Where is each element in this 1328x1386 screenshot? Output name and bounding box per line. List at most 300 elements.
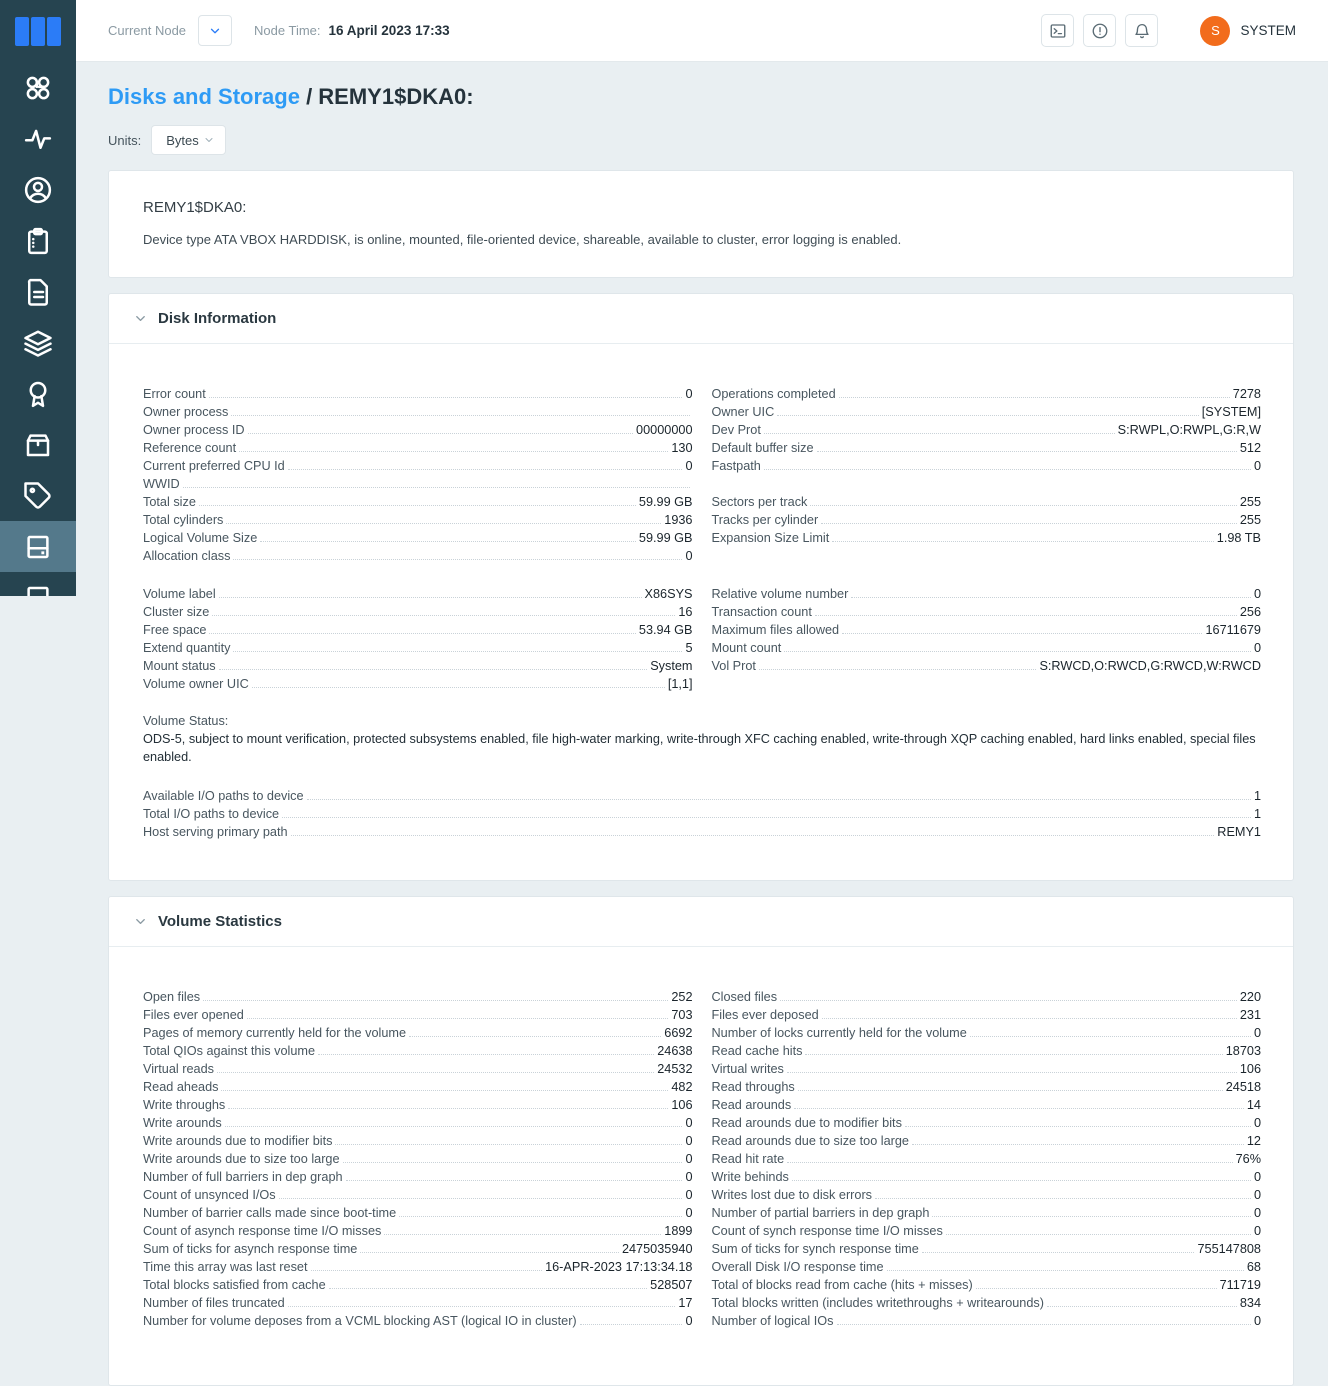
volume-status-block bbox=[143, 712, 1261, 766]
dotted-leader bbox=[329, 1288, 648, 1289]
stat-row bbox=[712, 528, 1262, 546]
stat-row bbox=[143, 1005, 693, 1023]
disk-information-body bbox=[109, 344, 1293, 880]
stat-value: 106 bbox=[1239, 1062, 1261, 1076]
volume-statistics-header[interactable] bbox=[109, 897, 1293, 947]
stat-label: Overall Disk I/O response time bbox=[711, 1260, 884, 1274]
units-row bbox=[108, 125, 1294, 155]
volume-statistics-body bbox=[109, 947, 1293, 1385]
stat-row bbox=[712, 602, 1262, 620]
stat-row bbox=[712, 620, 1262, 638]
alerts-button[interactable] bbox=[1083, 14, 1116, 47]
stat-label: Pages of memory currently held for the volume bbox=[143, 1026, 407, 1040]
stat-row bbox=[712, 1023, 1262, 1041]
sidebar-item-documents[interactable] bbox=[0, 266, 76, 317]
stat-label: Read arounds bbox=[711, 1098, 792, 1112]
stat-row bbox=[712, 1275, 1262, 1293]
dotted-leader bbox=[226, 523, 661, 524]
dotted-leader bbox=[335, 1144, 682, 1145]
dotted-leader bbox=[821, 523, 1237, 524]
dotted-leader bbox=[221, 1090, 668, 1091]
dotted-leader bbox=[810, 505, 1236, 506]
stat-row bbox=[712, 1293, 1262, 1311]
stat-label: Writes lost due to disk errors bbox=[711, 1188, 873, 1202]
stat-value: 59.99 GB bbox=[638, 495, 693, 509]
stat-label: Host serving primary path bbox=[143, 825, 288, 839]
dotted-leader bbox=[231, 415, 689, 416]
sidebar-item-award[interactable] bbox=[0, 368, 76, 419]
stat-value: 14 bbox=[1246, 1098, 1261, 1112]
stat-row bbox=[143, 420, 693, 438]
sidebar-item-disks[interactable] bbox=[0, 521, 76, 572]
stat-row bbox=[143, 1113, 693, 1131]
stat-label: Sectors per track bbox=[711, 495, 808, 509]
sidebar-item-clipboard[interactable] bbox=[0, 215, 76, 266]
dotted-leader bbox=[1047, 1306, 1237, 1307]
stat-value: 1.98 TB bbox=[1216, 531, 1261, 545]
stat-row bbox=[712, 1005, 1262, 1023]
section-title: Disk Information bbox=[158, 310, 277, 327]
dotted-leader bbox=[219, 669, 648, 670]
stat-row bbox=[712, 1095, 1262, 1113]
disk-info-right-column bbox=[712, 384, 1262, 692]
stat-label: Operations completed bbox=[711, 387, 836, 401]
stat-value: 2475035940 bbox=[621, 1242, 693, 1256]
dotted-leader bbox=[203, 1000, 668, 1001]
user-circle-icon bbox=[23, 175, 53, 205]
stat-value: 0 bbox=[685, 459, 693, 473]
dotted-leader bbox=[279, 1198, 683, 1199]
stat-label: Count of synch response time I/O misses bbox=[711, 1224, 943, 1238]
stat-row bbox=[143, 804, 1261, 822]
dotted-leader bbox=[360, 1252, 619, 1253]
stat-value: [SYSTEM] bbox=[1201, 405, 1261, 419]
dotted-leader bbox=[239, 451, 668, 452]
stat-label: WWID bbox=[143, 477, 180, 491]
dotted-leader bbox=[209, 397, 683, 398]
volume-stats-right-column bbox=[712, 987, 1262, 1329]
stat-label: Mount count bbox=[711, 641, 782, 655]
activity-icon bbox=[23, 124, 53, 154]
stat-row bbox=[143, 384, 693, 402]
stat-value: 0 bbox=[1253, 1170, 1261, 1184]
stat-row bbox=[143, 1131, 693, 1149]
dotted-leader bbox=[233, 651, 682, 652]
dotted-leader bbox=[832, 541, 1214, 542]
stat-value: 231 bbox=[1239, 1008, 1261, 1022]
volume-stats-left-column bbox=[143, 987, 693, 1329]
clipboard-icon bbox=[23, 226, 53, 256]
dotted-leader bbox=[875, 1198, 1251, 1199]
stat-value: X86SYS bbox=[644, 587, 693, 601]
logo-bar bbox=[15, 17, 29, 46]
stat-value: [1,1] bbox=[667, 677, 693, 691]
stat-value: 0 bbox=[685, 549, 693, 563]
stat-row bbox=[712, 638, 1262, 656]
stat-label: Total QIOs against this volume bbox=[143, 1044, 316, 1058]
units-select[interactable] bbox=[151, 125, 226, 155]
stat-row bbox=[143, 456, 693, 474]
dotted-leader bbox=[212, 615, 675, 616]
units-label: Units: bbox=[108, 132, 142, 148]
stat-value: 0 bbox=[685, 1152, 693, 1166]
dotted-leader bbox=[817, 451, 1237, 452]
dotted-leader bbox=[905, 1126, 1251, 1127]
dotted-leader bbox=[780, 1000, 1237, 1001]
stat-label: Logical Volume Size bbox=[143, 531, 258, 545]
dotted-leader bbox=[837, 1324, 1251, 1325]
stat-row bbox=[143, 674, 693, 692]
disk-info-left-column bbox=[143, 384, 693, 692]
dotted-leader bbox=[199, 505, 636, 506]
sidebar-item-users[interactable] bbox=[0, 164, 76, 215]
stat-label: Closed files bbox=[711, 990, 778, 1004]
stat-label: Available I/O paths to device bbox=[143, 789, 304, 803]
stat-label: Write arounds due to modifier bits bbox=[143, 1134, 333, 1148]
stat-label: Number of partial barriers in dep graph bbox=[711, 1206, 930, 1220]
stat-row bbox=[143, 1059, 693, 1077]
sidebar-item-activity[interactable] bbox=[0, 113, 76, 164]
stat-value: 59.99 GB bbox=[638, 531, 693, 545]
sidebar-item-layers[interactable] bbox=[0, 317, 76, 368]
stat-row bbox=[143, 1293, 693, 1311]
stat-row bbox=[143, 1041, 693, 1059]
stat-label: Count of asynch response time I/O misses bbox=[143, 1224, 382, 1238]
dotted-leader bbox=[252, 687, 665, 688]
user-avatar[interactable] bbox=[1200, 16, 1230, 46]
stat-value: 76% bbox=[1235, 1152, 1261, 1166]
dotted-leader bbox=[580, 1324, 683, 1325]
stat-value: 0 bbox=[1253, 587, 1261, 601]
dotted-leader bbox=[839, 397, 1230, 398]
stat-value: 24638 bbox=[657, 1044, 693, 1058]
breadcrumb bbox=[108, 84, 1294, 110]
app-logo[interactable] bbox=[0, 0, 76, 62]
stat-row bbox=[143, 510, 693, 528]
stat-label: Open files bbox=[143, 990, 201, 1004]
stat-label: Total cylinders bbox=[143, 513, 224, 527]
dotted-leader bbox=[399, 1216, 682, 1217]
stat-value: 16 bbox=[678, 605, 693, 619]
stat-row bbox=[712, 1167, 1262, 1185]
stat-label: Volume label bbox=[143, 587, 216, 601]
stat-label: Extend quantity bbox=[143, 641, 231, 655]
stat-row bbox=[712, 492, 1262, 510]
stat-value: 53.94 GB bbox=[638, 623, 693, 637]
stat-value: 255 bbox=[1239, 495, 1261, 509]
dotted-leader bbox=[815, 615, 1237, 616]
stat-row bbox=[143, 1149, 693, 1167]
stat-value: 24518 bbox=[1225, 1080, 1261, 1094]
stat-label: Files ever opened bbox=[143, 1008, 244, 1022]
row-group-gap bbox=[712, 564, 1262, 584]
section-title: Volume Statistics bbox=[158, 913, 282, 930]
stat-label: Mount status bbox=[143, 659, 216, 673]
stat-value: 0 bbox=[685, 1206, 693, 1220]
stat-value: 482 bbox=[671, 1080, 693, 1094]
stat-label: Owner UIC bbox=[711, 405, 775, 419]
stat-row bbox=[143, 492, 693, 510]
stat-value: 6692 bbox=[664, 1026, 693, 1040]
dotted-leader bbox=[792, 1180, 1251, 1181]
stat-row bbox=[712, 1059, 1262, 1077]
dotted-leader bbox=[851, 597, 1251, 598]
stat-label: Number of logical IOs bbox=[711, 1314, 834, 1328]
stat-row bbox=[143, 1095, 693, 1113]
stat-label: Write arounds due to size too large bbox=[143, 1152, 340, 1166]
volume-statistics-card bbox=[108, 896, 1294, 1386]
chevron-down-icon bbox=[203, 134, 215, 146]
stat-value: 7278 bbox=[1232, 387, 1261, 401]
terminal-button[interactable] bbox=[1041, 14, 1074, 47]
stat-label: Number for volume deposes from a VCML blocking AST (logical IO in cluster) bbox=[143, 1314, 577, 1328]
stat-label: Number of full barriers in dep graph bbox=[143, 1170, 343, 1184]
tag-icon bbox=[23, 481, 53, 511]
stat-row bbox=[712, 987, 1262, 1005]
stat-value: 0 bbox=[1253, 1314, 1261, 1328]
stat-value: 0 bbox=[685, 1116, 693, 1130]
stat-row bbox=[143, 1077, 693, 1095]
dotted-leader bbox=[787, 1072, 1237, 1073]
stat-row bbox=[712, 656, 1262, 674]
dotted-leader bbox=[260, 541, 636, 542]
dotted-leader bbox=[346, 1180, 683, 1181]
blank-row bbox=[712, 474, 1262, 492]
award-icon bbox=[23, 379, 53, 409]
stat-value: 0 bbox=[685, 1314, 693, 1328]
blank-row bbox=[712, 674, 1262, 692]
top-bar bbox=[76, 0, 1328, 62]
stat-row bbox=[712, 402, 1262, 420]
user-name: SYSTEM bbox=[1240, 23, 1296, 38]
stat-value: 255 bbox=[1239, 513, 1261, 527]
stat-label: Write throughs bbox=[143, 1098, 226, 1112]
stat-value: 0 bbox=[685, 1188, 693, 1202]
stat-value: 0 bbox=[1253, 1224, 1261, 1238]
dotted-leader bbox=[777, 415, 1199, 416]
stat-row bbox=[143, 987, 693, 1005]
stat-value: 834 bbox=[1239, 1296, 1261, 1310]
logo-bar bbox=[47, 17, 61, 46]
stat-row bbox=[143, 546, 693, 564]
dotted-leader bbox=[291, 835, 1215, 836]
stat-value: S:RWCD,O:RWCD,G:RWCD,W:RWCD bbox=[1039, 659, 1261, 673]
stat-row bbox=[143, 528, 693, 546]
stat-value: S:RWPL,O:RWPL,G:R,W bbox=[1117, 423, 1261, 437]
stat-label: Current preferred CPU Id bbox=[143, 459, 285, 473]
stat-label: Allocation class bbox=[143, 549, 231, 563]
stat-value: REMY1 bbox=[1217, 825, 1261, 839]
node-time-value: 16 April 2023 17:33 bbox=[328, 23, 450, 38]
chevron-down-icon bbox=[133, 311, 148, 326]
stat-label: Fastpath bbox=[711, 459, 761, 473]
notifications-button[interactable] bbox=[1125, 14, 1158, 47]
stat-value: 711719 bbox=[1219, 1278, 1261, 1292]
io-paths-rows bbox=[143, 786, 1261, 840]
stat-row bbox=[143, 474, 693, 492]
stat-label: Dev Prot bbox=[711, 423, 761, 437]
stat-label: Number of files truncated bbox=[143, 1296, 285, 1310]
stat-row bbox=[143, 656, 693, 674]
dotted-leader bbox=[233, 559, 682, 560]
stat-label: Default buffer size bbox=[711, 441, 814, 455]
stat-label: Time this array was last reset bbox=[143, 1260, 308, 1274]
stat-label: Read arounds due to size too large bbox=[711, 1134, 909, 1148]
stat-value: 12 bbox=[1246, 1134, 1261, 1148]
dotted-leader bbox=[922, 1252, 1195, 1253]
stat-label: Read hit rate bbox=[711, 1152, 785, 1166]
stat-label: Expansion Size Limit bbox=[711, 531, 830, 545]
stat-label: Total blocks satisfied from cache bbox=[143, 1278, 326, 1292]
stat-label: Read arounds due to modifier bits bbox=[711, 1116, 902, 1130]
stat-value: 0 bbox=[1253, 641, 1261, 655]
dotted-leader bbox=[805, 1054, 1222, 1055]
sidebar-item-apps[interactable] bbox=[0, 62, 76, 113]
stat-row bbox=[712, 456, 1262, 474]
stat-label: Reference count bbox=[143, 441, 237, 455]
device-summary-card bbox=[108, 170, 1294, 278]
stat-row bbox=[143, 620, 693, 638]
dotted-leader bbox=[409, 1036, 661, 1037]
stat-label: Vol Prot bbox=[711, 659, 756, 673]
device-description: Device type ATA VBOX HARDDISK, is online, mounted, file-oriented device, shareable, available to cluster, error logging is enabled. bbox=[143, 232, 902, 247]
stat-label: Sum of ticks for asynch response time bbox=[143, 1242, 358, 1256]
device-title: REMY1$DKA0: bbox=[143, 199, 247, 216]
stat-row bbox=[143, 786, 1261, 804]
dotted-leader bbox=[764, 433, 1115, 434]
stat-row bbox=[143, 1167, 693, 1185]
stat-row bbox=[143, 1257, 693, 1275]
row-group-gap bbox=[143, 564, 693, 584]
file-text-icon bbox=[23, 277, 53, 307]
stat-label: Number of locks currently held for the volume bbox=[711, 1026, 967, 1040]
main-content bbox=[76, 62, 1328, 1361]
stat-value: 1936 bbox=[664, 513, 693, 527]
stat-value: 528507 bbox=[650, 1278, 693, 1292]
dotted-leader bbox=[976, 1288, 1217, 1289]
stat-row bbox=[712, 384, 1262, 402]
dotted-leader bbox=[759, 669, 1037, 670]
stat-value: 0 bbox=[1253, 1116, 1261, 1130]
stat-row bbox=[143, 1221, 693, 1239]
stat-value: 0 bbox=[1253, 1026, 1261, 1040]
sidebar-item-tags[interactable] bbox=[0, 470, 76, 521]
stat-value: 00000000 bbox=[636, 423, 693, 437]
stat-row bbox=[712, 1257, 1262, 1275]
stat-value: 16711679 bbox=[1205, 623, 1261, 637]
stat-value: 0 bbox=[685, 1134, 693, 1148]
stat-row bbox=[143, 602, 693, 620]
stat-value: 512 bbox=[1239, 441, 1261, 455]
stat-value: 256 bbox=[1239, 605, 1261, 619]
stat-value: 0 bbox=[685, 1170, 693, 1184]
stat-row bbox=[712, 1185, 1262, 1203]
units-value: Bytes bbox=[166, 132, 199, 148]
dotted-leader bbox=[384, 1234, 661, 1235]
stat-row bbox=[712, 584, 1262, 602]
disk-information-header[interactable] bbox=[109, 294, 1293, 344]
stat-row bbox=[143, 1185, 693, 1203]
stat-label: Total of blocks read from cache (hits + misses) bbox=[711, 1278, 973, 1292]
stat-label: Owner process bbox=[143, 405, 229, 419]
stat-row bbox=[143, 638, 693, 656]
avatar-initial: S bbox=[1211, 23, 1220, 38]
dotted-leader bbox=[311, 1270, 543, 1271]
stat-row bbox=[143, 402, 693, 420]
stat-label: Relative volume number bbox=[711, 587, 849, 601]
stat-label: Write behinds bbox=[711, 1170, 789, 1184]
monitor-icon bbox=[23, 583, 53, 597]
alert-circle-icon bbox=[1091, 22, 1109, 40]
stat-label: Read aheads bbox=[143, 1080, 219, 1094]
stat-row bbox=[712, 420, 1262, 438]
stat-value: 252 bbox=[671, 990, 693, 1004]
box-icon bbox=[23, 430, 53, 460]
dotted-leader bbox=[247, 1018, 668, 1019]
dotted-leader bbox=[343, 1162, 683, 1163]
dotted-leader bbox=[219, 597, 642, 598]
breadcrumb-link-disks-and-storage[interactable]: Disks and Storage bbox=[108, 84, 300, 109]
stat-label: Total I/O paths to device bbox=[143, 807, 280, 821]
dotted-leader bbox=[787, 1162, 1232, 1163]
dotted-leader bbox=[225, 1126, 683, 1127]
stat-value: 68 bbox=[1246, 1260, 1261, 1274]
stat-value: 703 bbox=[671, 1008, 693, 1022]
stat-label: Virtual reads bbox=[143, 1062, 214, 1076]
terminal-icon bbox=[1049, 22, 1067, 40]
chevron-down-icon bbox=[208, 24, 222, 38]
dotted-leader bbox=[228, 1108, 668, 1109]
stat-label: Free space bbox=[143, 623, 207, 637]
stat-value: System bbox=[650, 659, 693, 673]
stat-value: 0 bbox=[1253, 459, 1261, 473]
bell-icon bbox=[1133, 22, 1151, 40]
node-time-label: Node Time: bbox=[254, 23, 321, 38]
stat-label: Error count bbox=[143, 387, 206, 401]
topbar-actions bbox=[1032, 14, 1296, 47]
dotted-leader bbox=[798, 1090, 1223, 1091]
dotted-leader bbox=[970, 1036, 1251, 1037]
sidebar-item-monitor-partial[interactable] bbox=[0, 572, 76, 596]
stat-row bbox=[143, 1023, 693, 1041]
sidebar-item-box[interactable] bbox=[0, 419, 76, 470]
current-node-dropdown[interactable] bbox=[198, 15, 232, 46]
stat-value: 17 bbox=[678, 1296, 693, 1310]
stat-label: Total size bbox=[143, 495, 196, 509]
dotted-leader bbox=[288, 1306, 676, 1307]
stat-row bbox=[712, 1077, 1262, 1095]
stat-row bbox=[712, 1041, 1262, 1059]
stat-value: 5 bbox=[685, 641, 693, 655]
dotted-leader bbox=[183, 487, 690, 488]
stat-row bbox=[712, 1203, 1262, 1221]
stat-row bbox=[712, 1149, 1262, 1167]
stat-value: 0 bbox=[1253, 1188, 1261, 1202]
stat-value: 0 bbox=[1253, 1206, 1261, 1220]
dotted-leader bbox=[282, 817, 1251, 818]
stat-label: Sum of ticks for synch response time bbox=[711, 1242, 919, 1256]
stat-label: Files ever deposed bbox=[711, 1008, 819, 1022]
stat-value: 106 bbox=[671, 1098, 693, 1112]
stat-row bbox=[712, 1221, 1262, 1239]
dotted-leader bbox=[784, 651, 1251, 652]
blank-row bbox=[712, 546, 1262, 564]
dotted-leader bbox=[209, 633, 635, 634]
stat-row bbox=[143, 822, 1261, 840]
stat-row bbox=[712, 1239, 1262, 1257]
disk-information-card bbox=[108, 293, 1294, 881]
stat-label: Owner process ID bbox=[143, 423, 245, 437]
